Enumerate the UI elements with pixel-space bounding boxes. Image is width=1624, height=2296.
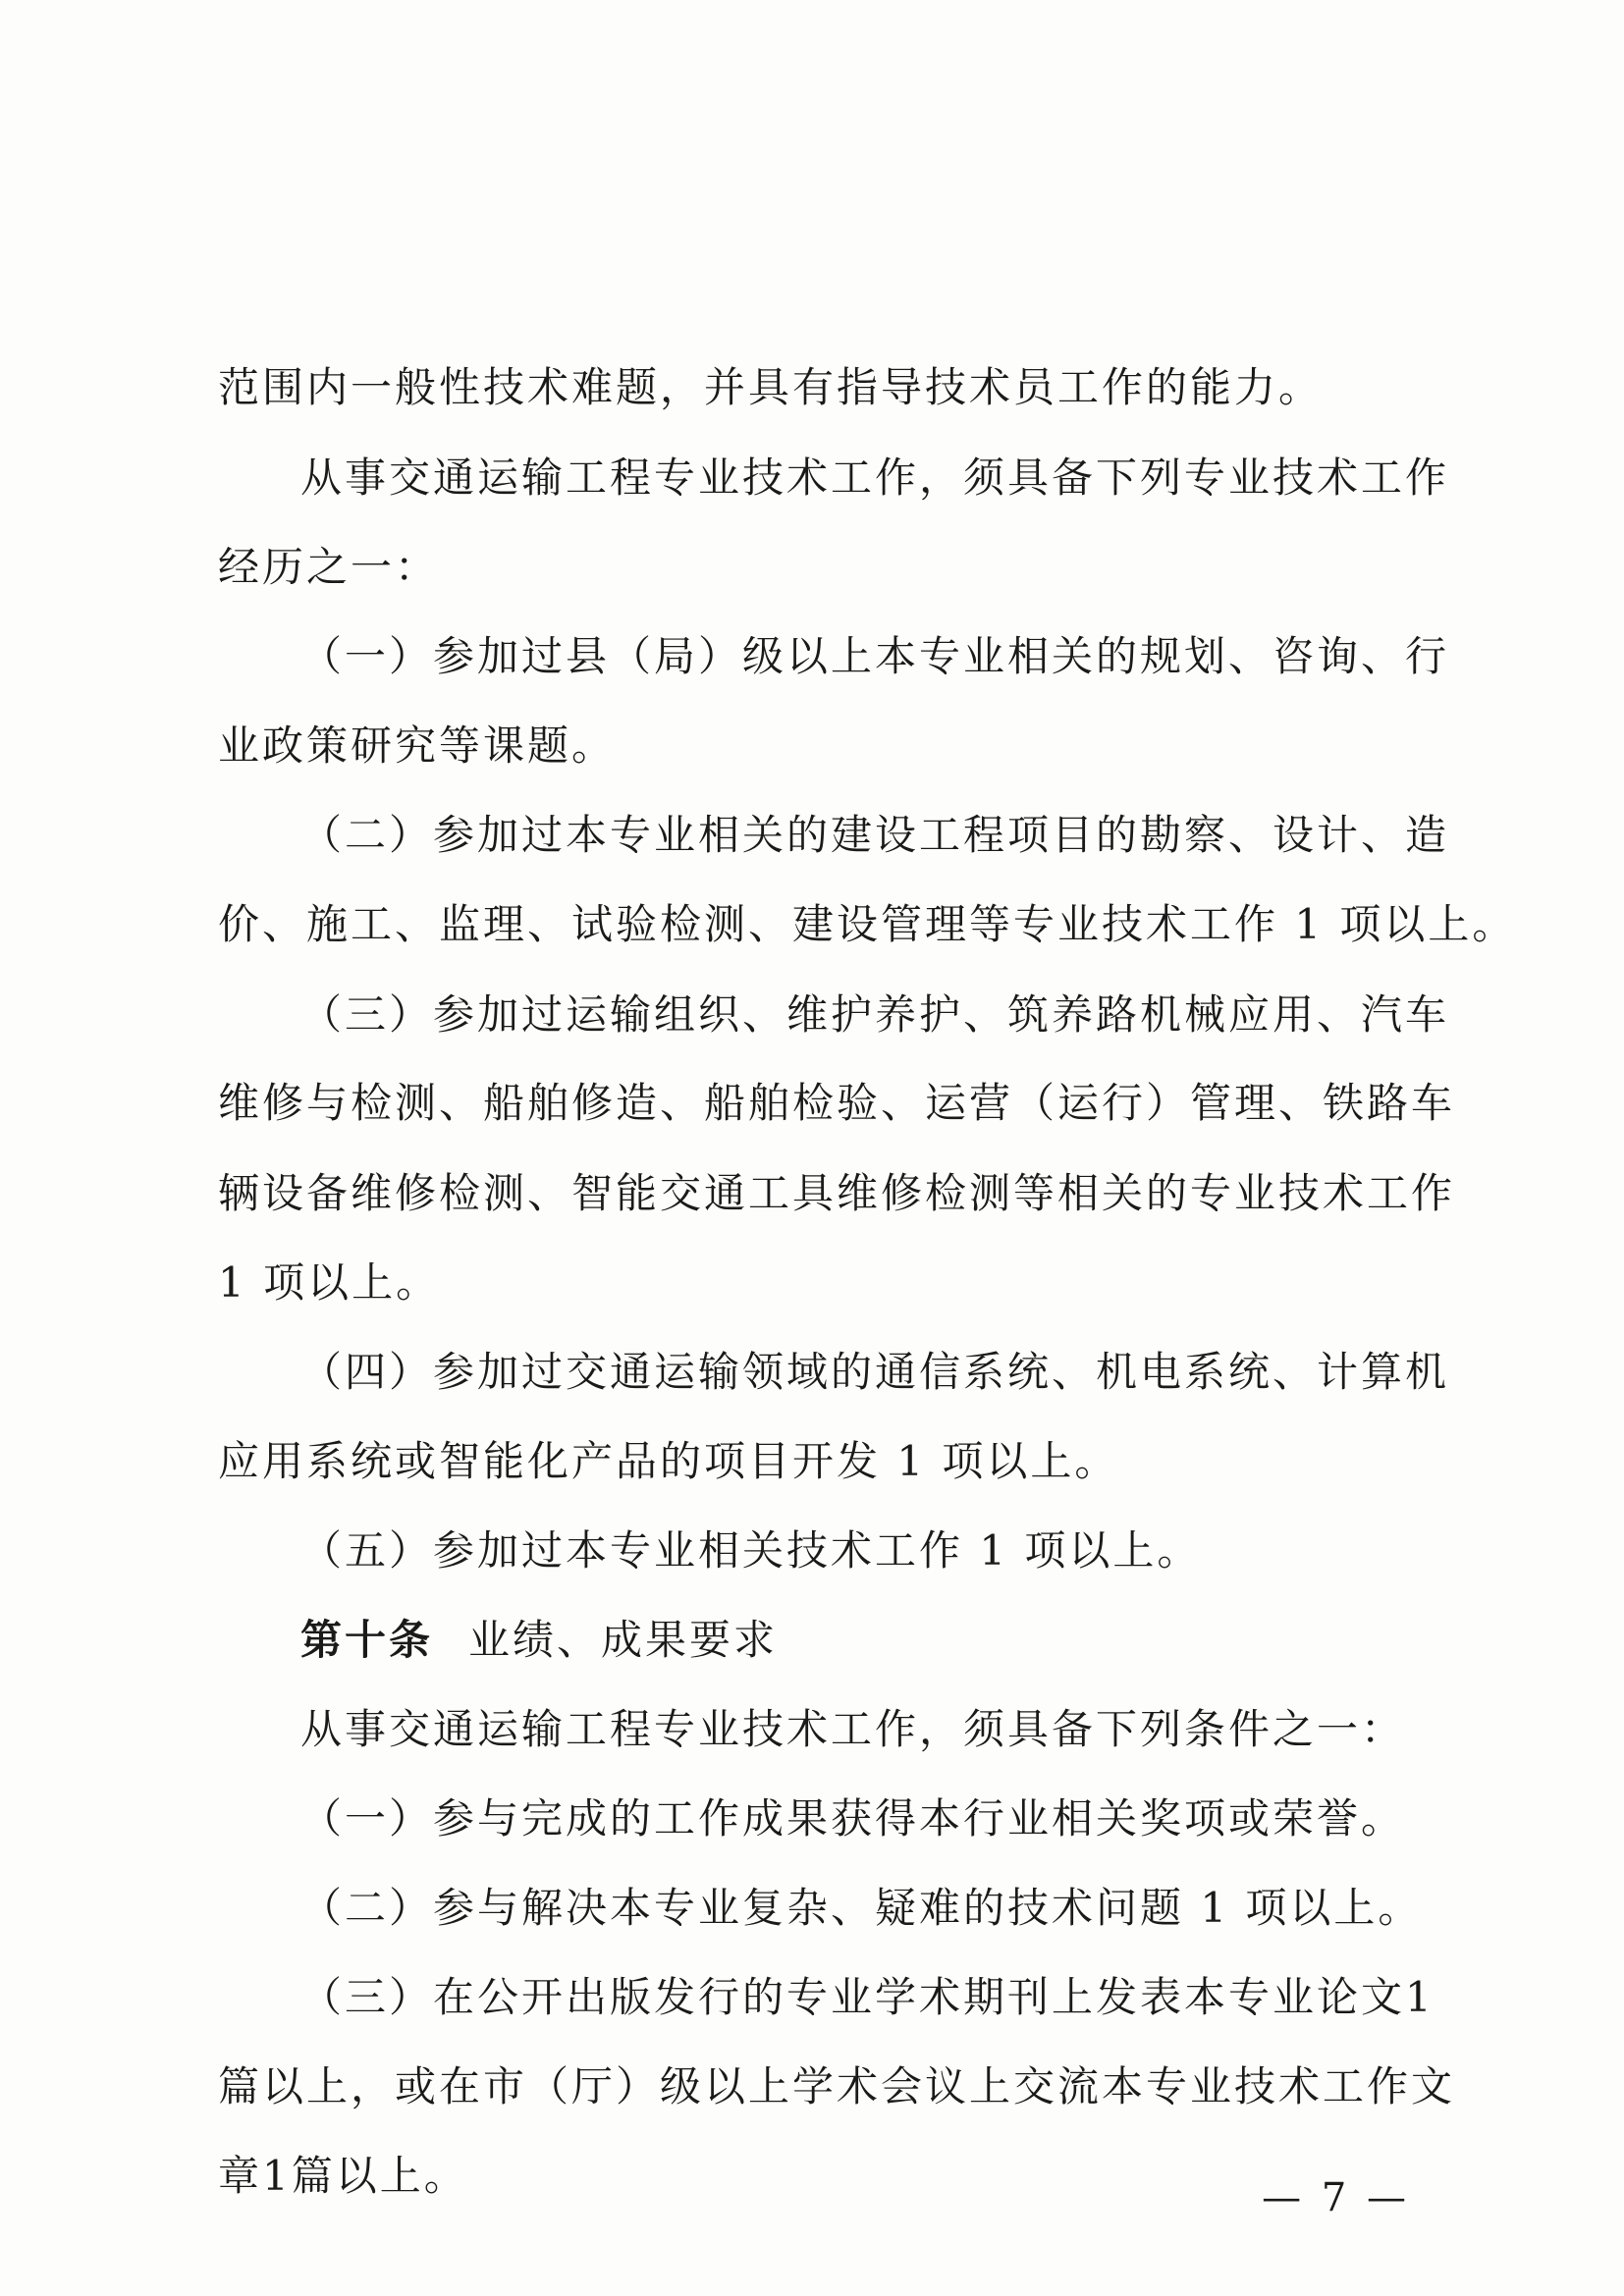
- text-line-12: （四）参加过交通运输领域的通信系统、机电系统、计算机: [300, 1348, 1450, 1396]
- text-line-10: 辆设备维修检测、智能交通工具维修检测等相关的专业技术工作: [218, 1169, 1456, 1217]
- text-line-8: （三）参加过运输组织、维护养护、筑养路机械应用、汽车: [300, 990, 1450, 1039]
- article-title: 业绩、成果要求: [468, 1616, 779, 1664]
- text-line-20: 章1篇以上。: [218, 2152, 468, 2200]
- article-label: 第十条: [300, 1616, 434, 1664]
- text-line-13: 应用系统或智能化产品的项目开发 1 项以上。: [218, 1437, 1119, 1485]
- text-line-3: 经历之一：: [218, 543, 440, 591]
- text-line-16: （一）参与完成的工作成果获得本行业相关奖项或荣誉。: [300, 1794, 1406, 1842]
- text-line-18: （三）在公开出版发行的专业学术期刊上发表本专业论文1: [300, 1973, 1435, 2021]
- text-line-17: （二）参与解决本专业复杂、疑难的技术问题 1 项以上。: [300, 1884, 1423, 1932]
- text-line-7: 价、施工、监理、试验检测、建设管理等专业技术工作 1 项以上。: [218, 900, 1517, 948]
- text-line-1: 范围内一般性技术难题，并具有指导技术员工作的能力。: [218, 363, 1324, 411]
- text-line-4: （一）参加过县（局）级以上本专业相关的规划、咨询、行: [300, 632, 1450, 680]
- text-line-5: 业政策研究等课题。: [218, 721, 617, 770]
- page-number: — 7 —: [1262, 2175, 1410, 2220]
- article-heading: [300, 1613, 1426, 1668]
- text-line-15: 从事交通运输工程专业技术工作，须具备下列条件之一：: [300, 1705, 1406, 1753]
- text-line-11: 1 项以上。: [218, 1258, 441, 1307]
- text-line-19: 篇以上，或在市（厅）级以上学术会议上交流本专业技术工作文: [218, 2062, 1456, 2110]
- text-line-2: 从事交通运输工程专业技术工作，须具备下列专业技术工作: [300, 454, 1450, 502]
- text-line-6: （二）参加过本专业相关的建设工程项目的勘察、设计、造: [300, 811, 1450, 859]
- text-line-14: （五）参加过本专业相关技术工作 1 项以上。: [300, 1526, 1202, 1575]
- text-line-9: 维修与检测、船舶修造、船舶检验、运营（运行）管理、铁路车: [218, 1079, 1456, 1127]
